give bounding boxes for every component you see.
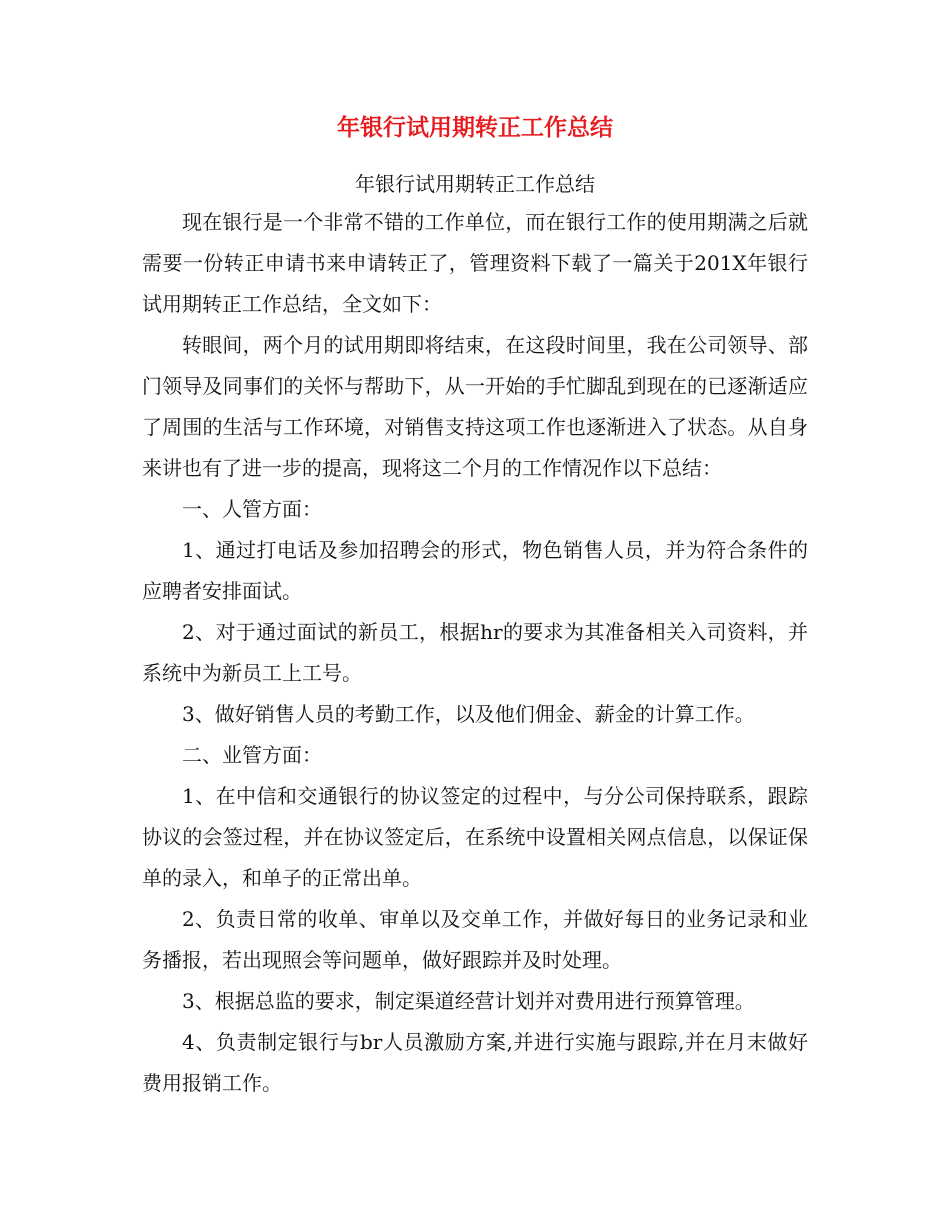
- document-subtitle: 年银行试用期转正工作总结: [355, 172, 595, 196]
- paragraph-summary: 转眼间，两个月的试用期即将结束，在这段时间里，我在公司领导、部门领导及同事们的关怀与帮助下，从一开始的手忙脚乱到现在的已逐渐适应了周围的生活与工作环境，对销售支持这项工作也逐渐进入了状态。从自身来讲也有了进一步的提高，现将这二个月的工作情况作以下总结：: [142, 333, 808, 480]
- list-item: 3、根据总监的要求，制定渠道经营计划并对费用进行预算管理。: [182, 989, 755, 1013]
- document-title: 年银行试用期转正工作总结: [337, 114, 613, 141]
- list-item: 2、对于通过面试的新员工，根据hr的要求为其准备相关入司资料，并系统中为新员工上工号。: [142, 620, 808, 685]
- section-heading-personnel: 一、人管方面：: [182, 497, 322, 521]
- paragraph-intro: 现在银行是一个非常不错的工作单位，而在银行工作的使用期满之后就需要一份转正申请书来申请转正了，管理资料下载了一篇关于201X年银行试用期转正工作总结，全文如下：: [142, 210, 808, 316]
- list-item: 4、负责制定银行与br人员激励方案,并进行实施与跟踪,并在月末做好费用报销工作。: [142, 1030, 808, 1095]
- list-item: 1、在中信和交通银行的协议签定的过程中，与分公司保持联系，跟踪协议的会签过程，并在协议签定后，在系统中设置相关网点信息，以保证保单的录入，和单子的正常出单。: [142, 784, 808, 890]
- document-body: [142, 202, 808, 1104]
- section-heading-business: 二、业管方面：: [182, 743, 322, 767]
- list-item: 3、做好销售人员的考勤工作，以及他们佣金、薪金的计算工作。: [182, 702, 755, 726]
- list-item: 1、通过打电话及参加招聘会的形式，物色销售人员，并为符合条件的应聘者安排面试。: [142, 538, 808, 603]
- list-item: 2、负责日常的收单、审单以及交单工作，并做好每日的业务记录和业务播报，若出现照会等问题单，做好跟踪并及时处理。: [142, 907, 808, 972]
